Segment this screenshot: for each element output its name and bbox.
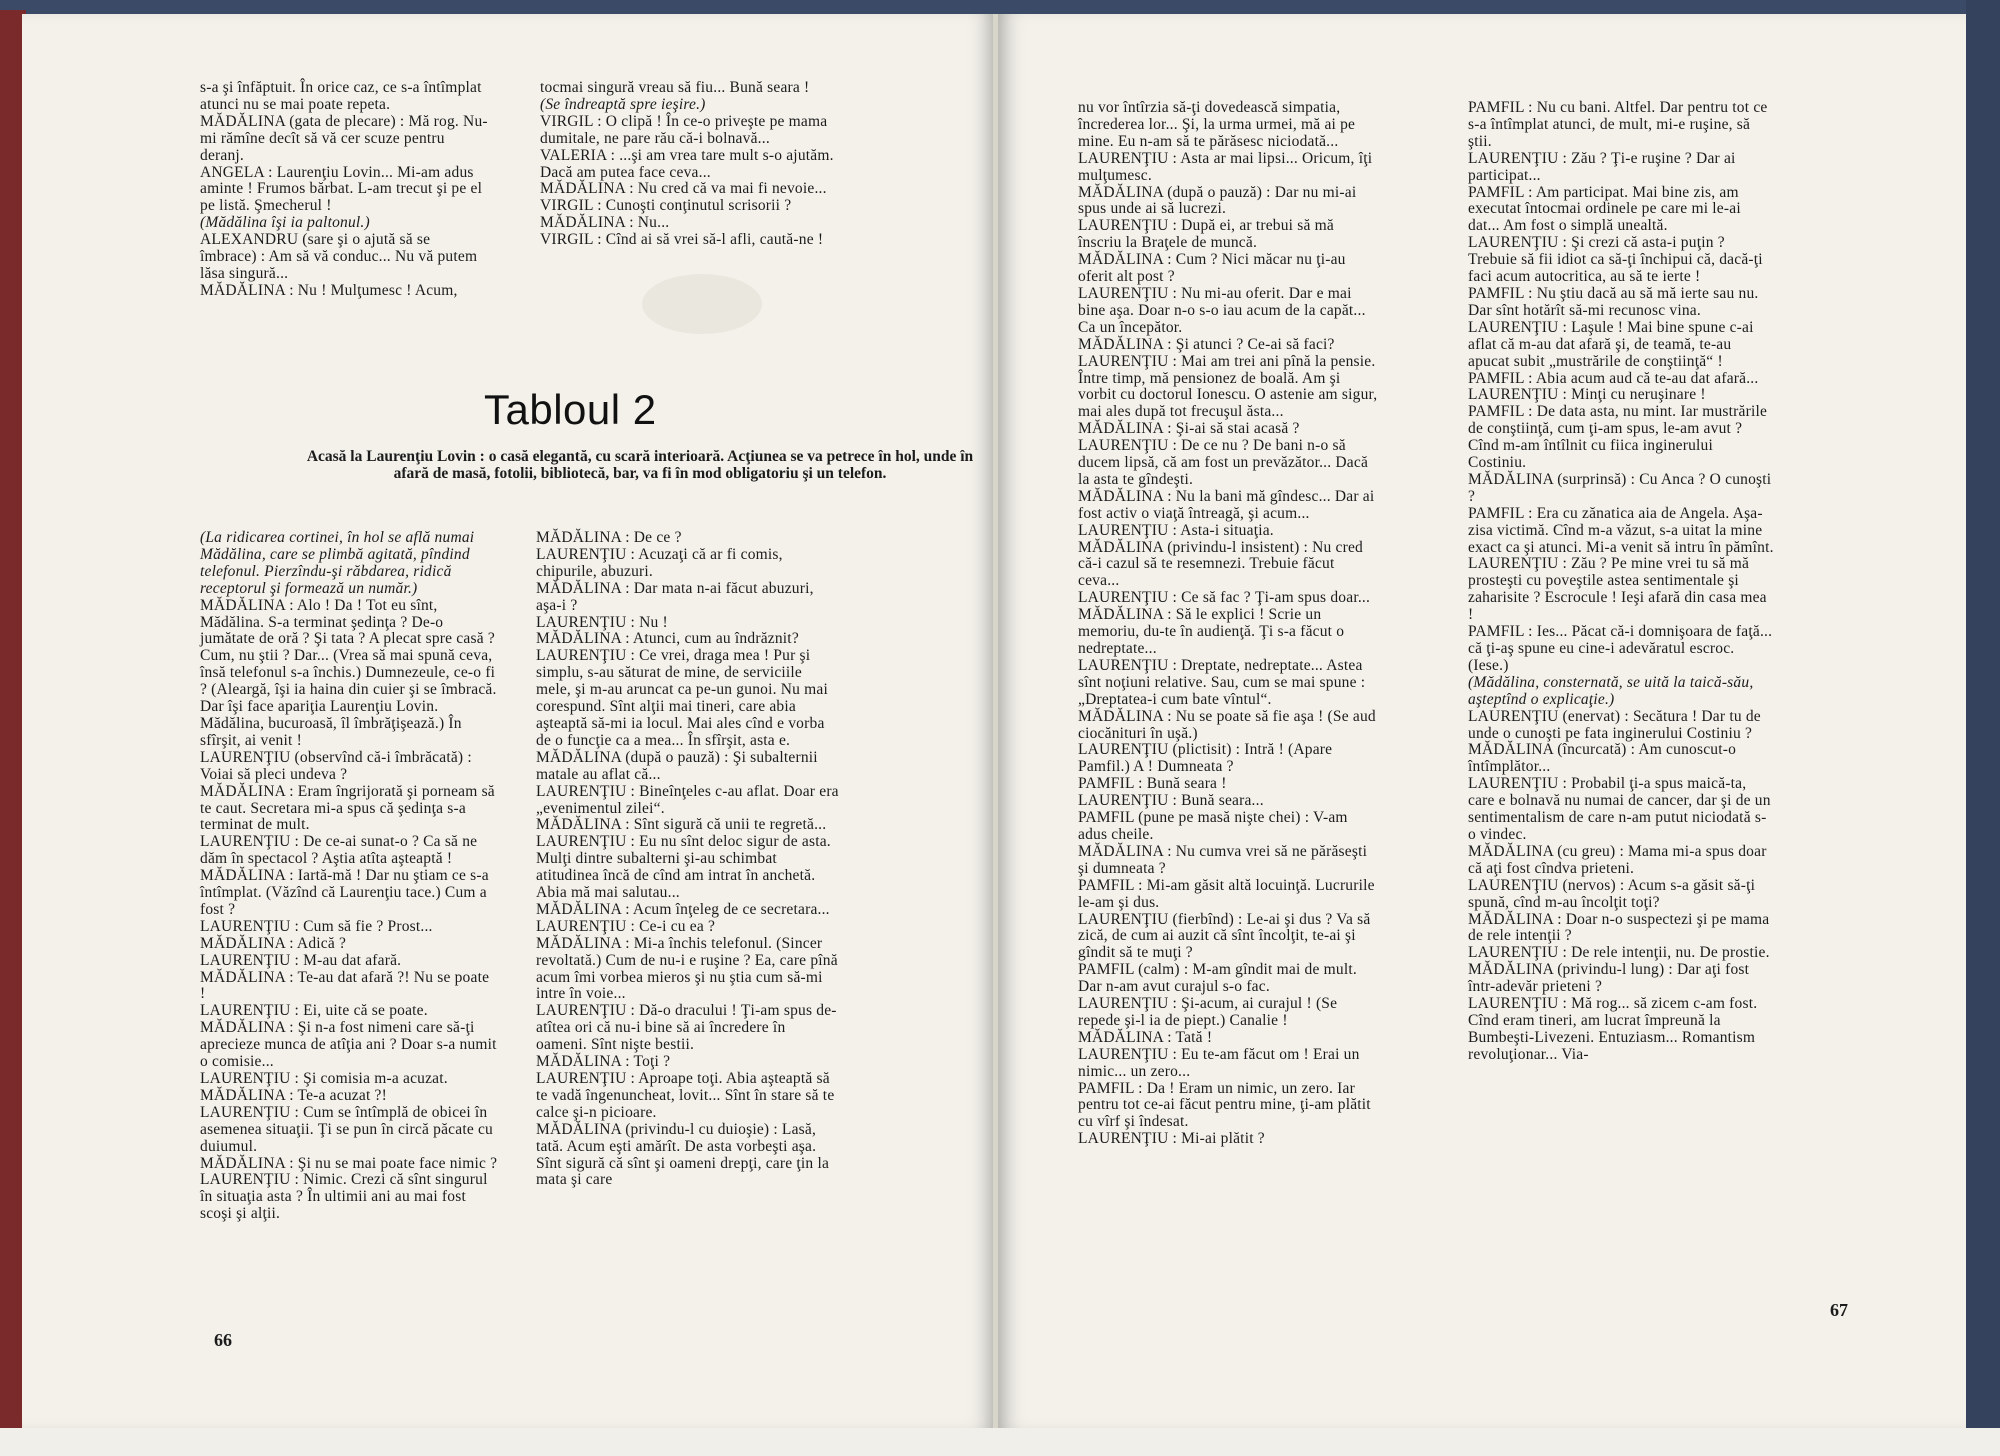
dialogue-paragraph: MĂDĂLINA : Alo ! Da ! Tot eu sînt, Mădălina. S-a terminat şedinţa ? De-o jumătate de oră ? Şi tata ? A plecat spre casă ? Cum, nu ştii ? Dar... (Vrea să mai spună ceva, însă telefonul s-a închis.) Dumnezeule, ce-o fi ? (Aleargă, îşi ia haina din cuier şi se îmbracă. Dar îşi face apariţia Laurenţiu Lovin. Mădălina, bucuroasă, îl îmbrăţişează.) În sfîrşit, ai venit !: [200, 596, 497, 749]
left-top-column-2: [540, 80, 840, 249]
dialogue-paragraph: s-a şi înfăptuit. În orice caz, ce s-a întîmplat atunci nu se mai poate repeta.: [200, 79, 482, 113]
dialogue-paragraph: LAURENŢIU : Probabil ţi-a spus maică-ta, care e bolnavă nu numai de cancer, dar şi de un sentimentalism de care n-am putut niciodată s-o vindec.: [1468, 775, 1771, 843]
dialogue-paragraph: MĂDĂLINA : Şi n-a fost nimeni care să-ţi aprecieze munca de atîţia ani ? Doar s-a numit o comisie...: [200, 1019, 497, 1071]
scene-setting: Acasă la Laurenţiu Lovin : o casă elegantă, cu scară interioară. Acţiunea se va petrece în hol, unde în afară de masă, fotolii, bibliotecă, bar, va fi în mod obligatoriu şi un telefon.: [306, 448, 974, 482]
dialogue-paragraph: MĂDĂLINA : Iartă-mă ! Dar nu ştiam ce s-a întîmplat. (Văzînd că Laurenţiu tace.) Cum a fost ?: [200, 867, 489, 918]
dialogue-paragraph: PAMFIL : Era cu zănatica aia de Angela. Aşa-zisa victimă. Cînd m-a văzut, s-a uitat la mine exact ca şi atunci. Mi-a venit să intru în pămînt.: [1468, 504, 1774, 556]
dialogue-paragraph: VIRGIL : Cunoşti conţinutul scrisorii ?: [540, 197, 792, 215]
dialogue-paragraph: MĂDĂLINA : Dar mata n-ai făcut abuzuri, aşa-i ?: [536, 579, 814, 614]
right-column-2: [1468, 100, 1774, 1064]
dialogue-paragraph: (Se îndreaptă spre ieşire.): [540, 95, 706, 113]
dialogue-paragraph: LAURENŢIU : Mă rog... să zicem c-am fost. Cînd eram tineri, am lucrat împreună la Bumbeşti-Livezeni. Entuziasm... Romantism revoluţionar... Via-: [1468, 995, 1758, 1063]
left-bottom-column-1: [200, 530, 498, 1223]
dialogue-paragraph: PAMFIL : Ies... Păcat că-i domnişoara de faţă... că ţi-aş spune eu cine-i adevăratul escroc. (Iese.): [1468, 623, 1773, 674]
dialogue-paragraph: MĂDĂLINA (cu greu) : Mama mi-a spus doar că aţi fost cîndva prieteni.: [1468, 842, 1767, 877]
dialogue-paragraph: MĂDĂLINA : Tată !: [1078, 1028, 1213, 1046]
dialogue-paragraph: PAMFIL : De data asta, nu mint. Iar mustrările de conştiinţă, cum ţi-am spus, le-am avut ? Cînd m-am întîlnit cu fiica inginerului Costiniu.: [1468, 403, 1768, 472]
dialogue-paragraph: MĂDĂLINA : Mi-a închis telefonul. (Sincer revoltată.) Cum de nu-i e ruşine ? Ea, care pînă acum îmi vorbea mieros şi nu ştia cum să-mi intre în voie...: [536, 934, 838, 1003]
dialogue-paragraph: MĂDĂLINA : Nu ! Mulţumesc ! Acum,: [200, 281, 458, 299]
dialogue-paragraph: MĂDĂLINA : Eram îngrijorată şi porneam să te caut. Secretara mi-a spus că şedinţa s-a terminat de mult.: [200, 782, 495, 834]
dialogue-paragraph: LAURENŢIU : Bineînţeles c-au aflat. Doar era „evenimentul zilei“.: [536, 782, 839, 817]
dialogue-paragraph: MĂDĂLINA : Şi nu se mai poate face nimic ?: [200, 1154, 498, 1172]
dialogue-paragraph: PAMFIL : Am participat. Mai bine zis, am executat întocmai ordinele pe care mi le-ai dat... Am fost o simplă unealtă.: [1468, 183, 1741, 235]
dialogue-paragraph: LAURENŢIU : Eu nu sînt deloc sigur de asta. Mulţi dintre subalterni şi-au schimbat atitudinea încă de cînd am intrat în anchetă. Abia mă mai salutau...: [536, 833, 831, 902]
paper-stain: [642, 274, 762, 334]
dialogue-paragraph: LAURENŢIU : Dreptate, nedreptate... Astea sînt noţiuni relative. Sau, cum se mai spune : „Dreptatea-i cum bate vîntul“.: [1078, 656, 1366, 708]
dialogue-paragraph: LAURENŢIU : Mai am trei ani pînă la pensie. Între timp, mă pensionez de boală. Am şi vorbit cu doctorul Ionescu. O astenie am sigur, mai ales după tot frecuşul ăsta...: [1078, 352, 1378, 421]
dialogue-paragraph: LAURENŢIU : Aproape toţi. Abia aşteaptă să te vadă îngenuncheat, lovit... Sînt în stare să te calce şi-n picioare.: [536, 1070, 835, 1121]
dialogue-paragraph: LAURENŢIU : Zău ? Pe mine vrei tu să mă prosteşti cu poveştile astea sentimentale şi zaharisite ? Escrocule ! Ieşi afară din casa mea !: [1468, 555, 1767, 624]
dialogue-paragraph: PAMFIL : Bună seara !: [1078, 775, 1227, 793]
dialogue-paragraph: LAURENŢIU (fierbînd) : Le-ai şi dus ? Va să zică, de cum ai auzit că sînt încolţit, te-ai şi gîndit să te muţi ?: [1078, 910, 1371, 962]
dialogue-paragraph: LAURENŢIU : Ei, uite că se poate.: [200, 1002, 428, 1020]
dialogue-paragraph: (La ridicarea cortinei, în hol se află numai Mădălina, care se plimbă agitată, pîndind telefonul. Pierzîndu-şi răbdarea, ridică receptorul şi formează un număr.): [200, 529, 475, 597]
dialogue-paragraph: LAURENŢIU : Nimic. Crezi că sînt singurul în situaţia asta ? În ultimii ani au mai fost scoşi şi alţii.: [200, 1171, 488, 1223]
dialogue-paragraph: MĂDĂLINA : Nu cred că va mai fi nevoie...: [540, 180, 827, 198]
dialogue-paragraph: MĂDĂLINA : Nu cumva vrei să ne părăseşti şi dumneata ?: [1078, 842, 1368, 877]
dialogue-paragraph: LAURENŢIU (plictisit) : Intră ! (Apare Pamfil.) A ! Dumneata ?: [1078, 741, 1333, 776]
dialogue-paragraph: LAURENŢIU : Nu !: [536, 613, 668, 631]
dialogue-paragraph: LAURENŢIU : Ce vrei, draga mea ! Pur şi simplu, s-au săturat de mine, de serviciile mele, şi m-au aruncat ca pe-un gunoi. Nu mai corespund. Sînt alţii mai tineri, care abia aşteaptă să-mi ia locul. Mai ales cînd e vorba de o funcţie ca a mea... În sfîrşit, asta e.: [536, 647, 829, 749]
dialogue-paragraph: MĂDĂLINA : Te-au dat afară ?! Nu se poate !: [200, 968, 490, 1003]
dialogue-paragraph: MĂDĂLINA : Nu la bani mă gîndesc... Dar ai fost activ o viaţă întreagă, şi acum...: [1078, 487, 1375, 522]
page-number-right: 67: [1830, 1300, 1848, 1320]
dialogue-paragraph: MĂDĂLINA : Acum înţeleg de ce secretara...: [536, 900, 830, 918]
dialogue-paragraph: MĂDĂLINA : Şi-ai să stai acasă ?: [1078, 420, 1300, 438]
dialogue-paragraph: PAMFIL : Nu ştiu dacă au să mă ierte sau nu. Dar sînt hotărît să-mi recunosc vina.: [1468, 284, 1759, 319]
dialogue-paragraph: nu vor întîrzia să-ţi dovedească simpatia, încrederea lor... Şi, la urma urmei, mă ai pe mine. Eu n-am să te părăsesc niciodată...: [1078, 99, 1356, 150]
dialogue-paragraph: LAURENŢIU : Eu te-am făcut om ! Erai un nimic... un zero...: [1078, 1045, 1360, 1080]
dialogue-paragraph: tocmai singură vreau să fiu... Bună seara !: [540, 79, 810, 96]
page-number-left: 66: [214, 1330, 232, 1350]
dialogue-paragraph: MĂDĂLINA : Adică ?: [200, 934, 347, 952]
right-column-1: [1078, 100, 1378, 1148]
dialogue-paragraph: LAURENŢIU (nervos) : Acum s-a găsit să-ţi spună, cînd m-au încolţit toţi?: [1468, 876, 1756, 911]
dialogue-paragraph: LAURENŢIU : Minţi cu neruşinare !: [1468, 386, 1706, 404]
left-page: [22, 14, 995, 1428]
dialogue-paragraph: PAMFIL : Mi-am găsit altă locuinţă. Lucrurile le-am şi dus.: [1078, 876, 1375, 911]
dialogue-paragraph: MĂDĂLINA : Te-a acuzat ?!: [200, 1086, 387, 1104]
dialogue-paragraph: LAURENŢIU : Şi-acum, ai curajul ! (Se repede şi-l ia de piept.) Canalie !: [1078, 995, 1338, 1029]
dialogue-paragraph: VALERIA : ...şi am vrea tare mult s-o ajutăm. Dacă am putea face ceva...: [540, 146, 834, 181]
dialogue-paragraph: LAURENŢIU : Dă-o dracului ! Ţi-am spus de-atîtea ori că nu-i bine să ai încredere în oameni. Sînt nişte bestii.: [536, 1002, 837, 1054]
dialogue-paragraph: VIRGIL : O clipă ! În ce-o priveşte pe mama dumitale, ne pare rău că-i bolnavă...: [540, 112, 828, 147]
dialogue-paragraph: MĂDĂLINA (privindu-l insistent) : Nu cred că-i cazul să te resemnezi. Trebuie făcut ceva...: [1078, 538, 1364, 590]
dialogue-paragraph: PAMFIL (pune pe masă nişte chei) : V-am adus cheile.: [1078, 809, 1348, 843]
dialogue-paragraph: LAURENŢIU : După ei, ar trebui să mă înscriu la Braţele de muncă.: [1078, 217, 1334, 252]
left-top-column-1: [200, 80, 490, 300]
dialogue-paragraph: PAMFIL : Abia acum aud că te-au dat afară...: [1468, 369, 1759, 387]
dialogue-paragraph: LAURENŢIU : Cum se întîmplă de obicei în asemenea situaţii. Ţi se pun în circă păcate cu duiumul.: [200, 1103, 494, 1155]
dialogue-paragraph: MĂDĂLINA : Atunci, cum au îndrăznit?: [536, 630, 799, 648]
dialogue-paragraph: LAURENŢIU : De rele intenţii, nu. De prostie.: [1468, 944, 1770, 962]
dialogue-paragraph: LAURENŢIU : Şi crezi că asta-i puţin ? Trebuie să fii idiot ca să-ţi închipui că, dacă-ţi faci acum autocritica, au să te ierte !: [1468, 234, 1763, 286]
dialogue-paragraph: LAURENŢIU : De ce nu ? De bani n-o să ducem lipsă, că am fost un prevăzător... Dacă la asta te gîndeşti.: [1078, 437, 1369, 488]
dialogue-paragraph: MĂDĂLINA : Şi atunci ? Ce-ai să faci?: [1078, 335, 1335, 353]
dialogue-paragraph: MĂDĂLINA (după o pauză) : Dar nu mi-ai spus unde ai să lucrezi.: [1078, 183, 1357, 218]
dialogue-paragraph: ANGELA : Laurenţiu Lovin... Mi-am adus aminte ! Frumos bărbat. L-am trecut şi pe el pe listă. Şmecherul !: [200, 163, 483, 215]
dialogue-paragraph: LAURENŢIU : Şi comisia m-a acuzat.: [200, 1070, 448, 1087]
dialogue-paragraph: LAURENŢIU : Zău ? Ţi-e ruşine ? Dar ai participat...: [1468, 149, 1736, 184]
dialogue-paragraph: MĂDĂLINA (gata de plecare) : Mă rog. Nu-mi rămîne decît să vă cer scuze pentru deranj.: [200, 112, 488, 164]
dialogue-paragraph: MĂDĂLINA : Sînt sigură că unii te regretă...: [536, 816, 827, 834]
book-cover-right-edge: [1966, 0, 2000, 1456]
dialogue-paragraph: MĂDĂLINA : Nu se poate să fie aşa ! (Se aud ciocănituri în uşă.): [1078, 707, 1376, 742]
dialogue-paragraph: PAMFIL : Nu cu bani. Altfel. Dar pentru tot ce s-a întîmplat atunci, de mult, mi-e ruşine, să ştii.: [1468, 99, 1768, 150]
dialogue-paragraph: LAURENŢIU : Asta ar mai lipsi... Oricum, îţi mulţumesc.: [1078, 149, 1373, 184]
dialogue-paragraph: ALEXANDRU (sare şi o ajută să se îmbrace) : Am să vă conduc... Nu vă putem lăsa singură...: [200, 231, 478, 282]
dialogue-paragraph: LAURENŢIU : Laşule ! Mai bine spune c-ai aflat că m-au dat afară şi, de teamă, te-au apucat subit „mustrările de conştiinţă“ !: [1468, 318, 1754, 370]
dialogue-paragraph: (Mădălina, consternată, se uită la taică-său, aşteptînd o explicaţie.): [1468, 673, 1754, 708]
dialogue-paragraph: MĂDĂLINA (surprinsă) : Cu Anca ? O cunoşti ?: [1468, 470, 1772, 505]
scene-title: Tabloul 2: [484, 386, 657, 433]
dialogue-paragraph: LAURENŢIU : De ce-ai sunat-o ? Ca să ne dăm în spectacol ? Aştia atîta aşteaptă !: [200, 833, 478, 868]
dialogue-paragraph: LAURENŢIU : Asta-i situaţia.: [1078, 521, 1274, 539]
dialogue-paragraph: LAURENŢIU : Bună seara...: [1078, 792, 1264, 810]
dialogue-paragraph: (Mădălina îşi ia paltonul.): [200, 214, 370, 232]
dialogue-paragraph: MĂDĂLINA : De ce ?: [536, 529, 682, 546]
dialogue-paragraph: LAURENŢIU : Ce să fac ? Ţi-am spus doar...: [1078, 589, 1371, 607]
dialogue-paragraph: MĂDĂLINA : Cum ? Nici măcar nu ţi-au oferit alt post ?: [1078, 251, 1346, 286]
dialogue-paragraph: LAURENŢIU : Nu mi-au oferit. Dar e mai bine aşa. Doar n-o s-o iau acum de la capăt... Ca un începător.: [1078, 284, 1366, 336]
dialogue-paragraph: LAURENŢIU (observînd că-i îmbrăcată) : Voiai să pleci undeva ?: [200, 748, 472, 783]
dialogue-paragraph: VIRGIL : Cînd ai să vrei să-l afli, caută-ne !: [540, 231, 824, 249]
dialogue-paragraph: LAURENŢIU : Mi-ai plătit ?: [1078, 1130, 1265, 1148]
dialogue-paragraph: MĂDĂLINA : Să le explici ! Scrie un memoriu, du-te în audienţă. Ţi s-a făcut o nedreptate...: [1078, 606, 1345, 657]
dialogue-paragraph: MĂDĂLINA : Doar n-o suspectezi şi pe mama de rele intenţii ?: [1468, 910, 1770, 945]
dialogue-paragraph: MĂDĂLINA (privindu-l lung) : Dar aţi fost într-adevăr prieteni ?: [1468, 961, 1750, 996]
dialogue-paragraph: MĂDĂLINA : Toţi ?: [536, 1053, 671, 1071]
dialogue-paragraph: PAMFIL (calm) : M-am gîndit mai de mult. Dar n-am avut curajul s-o fac.: [1078, 961, 1357, 996]
left-bottom-column-2: [536, 530, 840, 1189]
dialogue-paragraph: LAURENŢIU : Ce-i cu ea ?: [536, 917, 716, 935]
dialogue-paragraph: MĂDĂLINA (încurcată) : Am cunoscut-o întîmplător...: [1468, 741, 1737, 776]
dialogue-paragraph: LAURENŢIU : M-au dat afară.: [200, 951, 402, 969]
table-surface: [0, 1428, 2000, 1456]
dialogue-paragraph: PAMFIL : Da ! Eram un nimic, un zero. Iar pentru tot ce-ai făcut pentru mine, ţi-am plătit cu vîrf şi îndesat.: [1078, 1079, 1371, 1131]
dialogue-paragraph: LAURENŢIU : Acuzaţi că ar fi comis, chipurile, abuzuri.: [536, 545, 783, 580]
dialogue-paragraph: MĂDĂLINA : Nu...: [540, 214, 670, 232]
dialogue-paragraph: MĂDĂLINA (după o pauză) : Şi subalternii matale au aflat că...: [536, 748, 818, 783]
right-page: [998, 14, 1966, 1428]
dialogue-paragraph: LAURENŢIU (enervat) : Secătura ! Dar tu de unde o cunoşti pe fata inginerului Costiniu ?: [1468, 707, 1761, 742]
dialogue-paragraph: LAURENŢIU : Cum să fie ? Prost...: [200, 917, 433, 935]
dialogue-paragraph: MĂDĂLINA (privindu-l cu duioşie) : Lasă, tată. Acum eşti amărît. De asta vorbeşti aşa. Sînt sigură că sînt şi oameni drepţi, care ţin la mata şi care: [536, 1120, 830, 1189]
